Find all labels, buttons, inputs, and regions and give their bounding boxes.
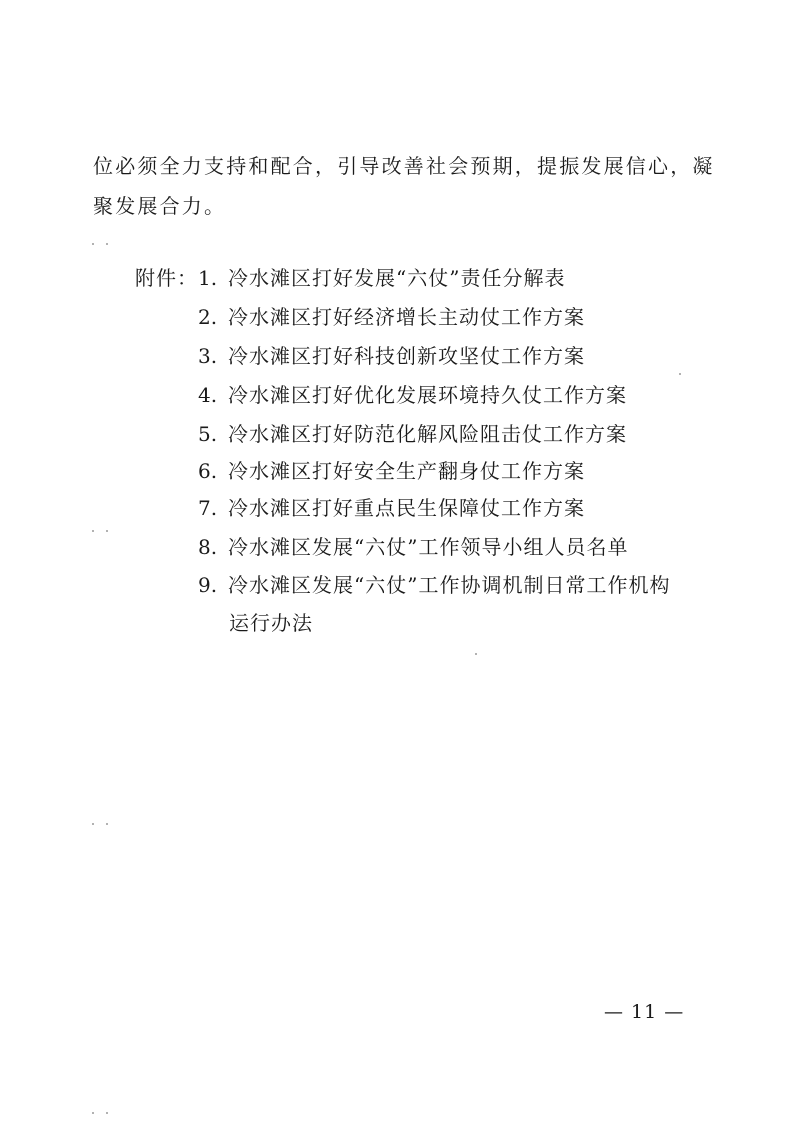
- attachment-title: 冷水滩区打好防范化解风险阻击仗工作方案: [228, 422, 627, 446]
- attachment-number: 1.: [198, 266, 218, 290]
- scan-speck: [106, 823, 108, 825]
- scan-speck: [92, 243, 94, 245]
- attachment-item-1: [198, 265, 565, 291]
- attachment-title: 冷水滩区打好经济增长主动仗工作方案: [228, 305, 585, 329]
- attachment-title: 冷水滩区打好科技创新攻坚仗工作方案: [228, 344, 585, 368]
- attachment-number: 8.: [198, 535, 218, 559]
- attachment-number: 6.: [198, 459, 218, 483]
- attachment-number: 3.: [198, 344, 218, 368]
- scan-speck: [92, 530, 94, 532]
- attachment-item-9: [198, 572, 670, 598]
- attachment-number: 7.: [198, 496, 218, 520]
- attachment-item-8: [198, 534, 628, 560]
- attachment-number: 9.: [198, 573, 218, 597]
- body-text-line-2: 聚发展合力。: [93, 194, 227, 218]
- attachment-item-4: [198, 382, 627, 408]
- attachment-item-6: [198, 458, 585, 484]
- scan-speck: [475, 653, 477, 655]
- page-number: — 11 —: [604, 1001, 685, 1023]
- attachment-item-7: [198, 495, 585, 521]
- attachment-item-3: [198, 343, 585, 369]
- attachment-number: 4.: [198, 383, 218, 407]
- body-text-line-1: 位必须全力支持和配合，引导改善社会预期，提振发展信心，凝: [93, 154, 715, 178]
- scan-speck: [679, 373, 681, 375]
- scan-speck: [92, 823, 94, 825]
- attachment-item-5: [198, 421, 627, 447]
- attachment-title: 冷水滩区发展“六仗”工作领导小组人员名单: [228, 535, 629, 559]
- attachment-title: 冷水滩区打好安全生产翻身仗工作方案: [228, 459, 585, 483]
- attachment-title: 冷水滩区打好发展“六仗”责任分解表: [228, 266, 566, 290]
- attachment-title: 冷水滩区发展“六仗”工作协调机制日常工作机构: [228, 573, 671, 597]
- scan-speck: [106, 1112, 108, 1114]
- attachment-item-2: [198, 304, 585, 330]
- attachment-number: 5.: [198, 422, 218, 446]
- attachment-title: 冷水滩区打好重点民生保障仗工作方案: [228, 496, 585, 520]
- scan-speck: [92, 1112, 94, 1114]
- attachment-number: 2.: [198, 305, 218, 329]
- attachments-label: 附件：: [135, 266, 198, 290]
- scan-speck: [106, 243, 108, 245]
- scan-speck: [106, 530, 108, 532]
- attachment-item-9-continuation: 运行办法: [229, 611, 313, 635]
- attachment-title: 冷水滩区打好优化发展环境持久仗工作方案: [228, 383, 627, 407]
